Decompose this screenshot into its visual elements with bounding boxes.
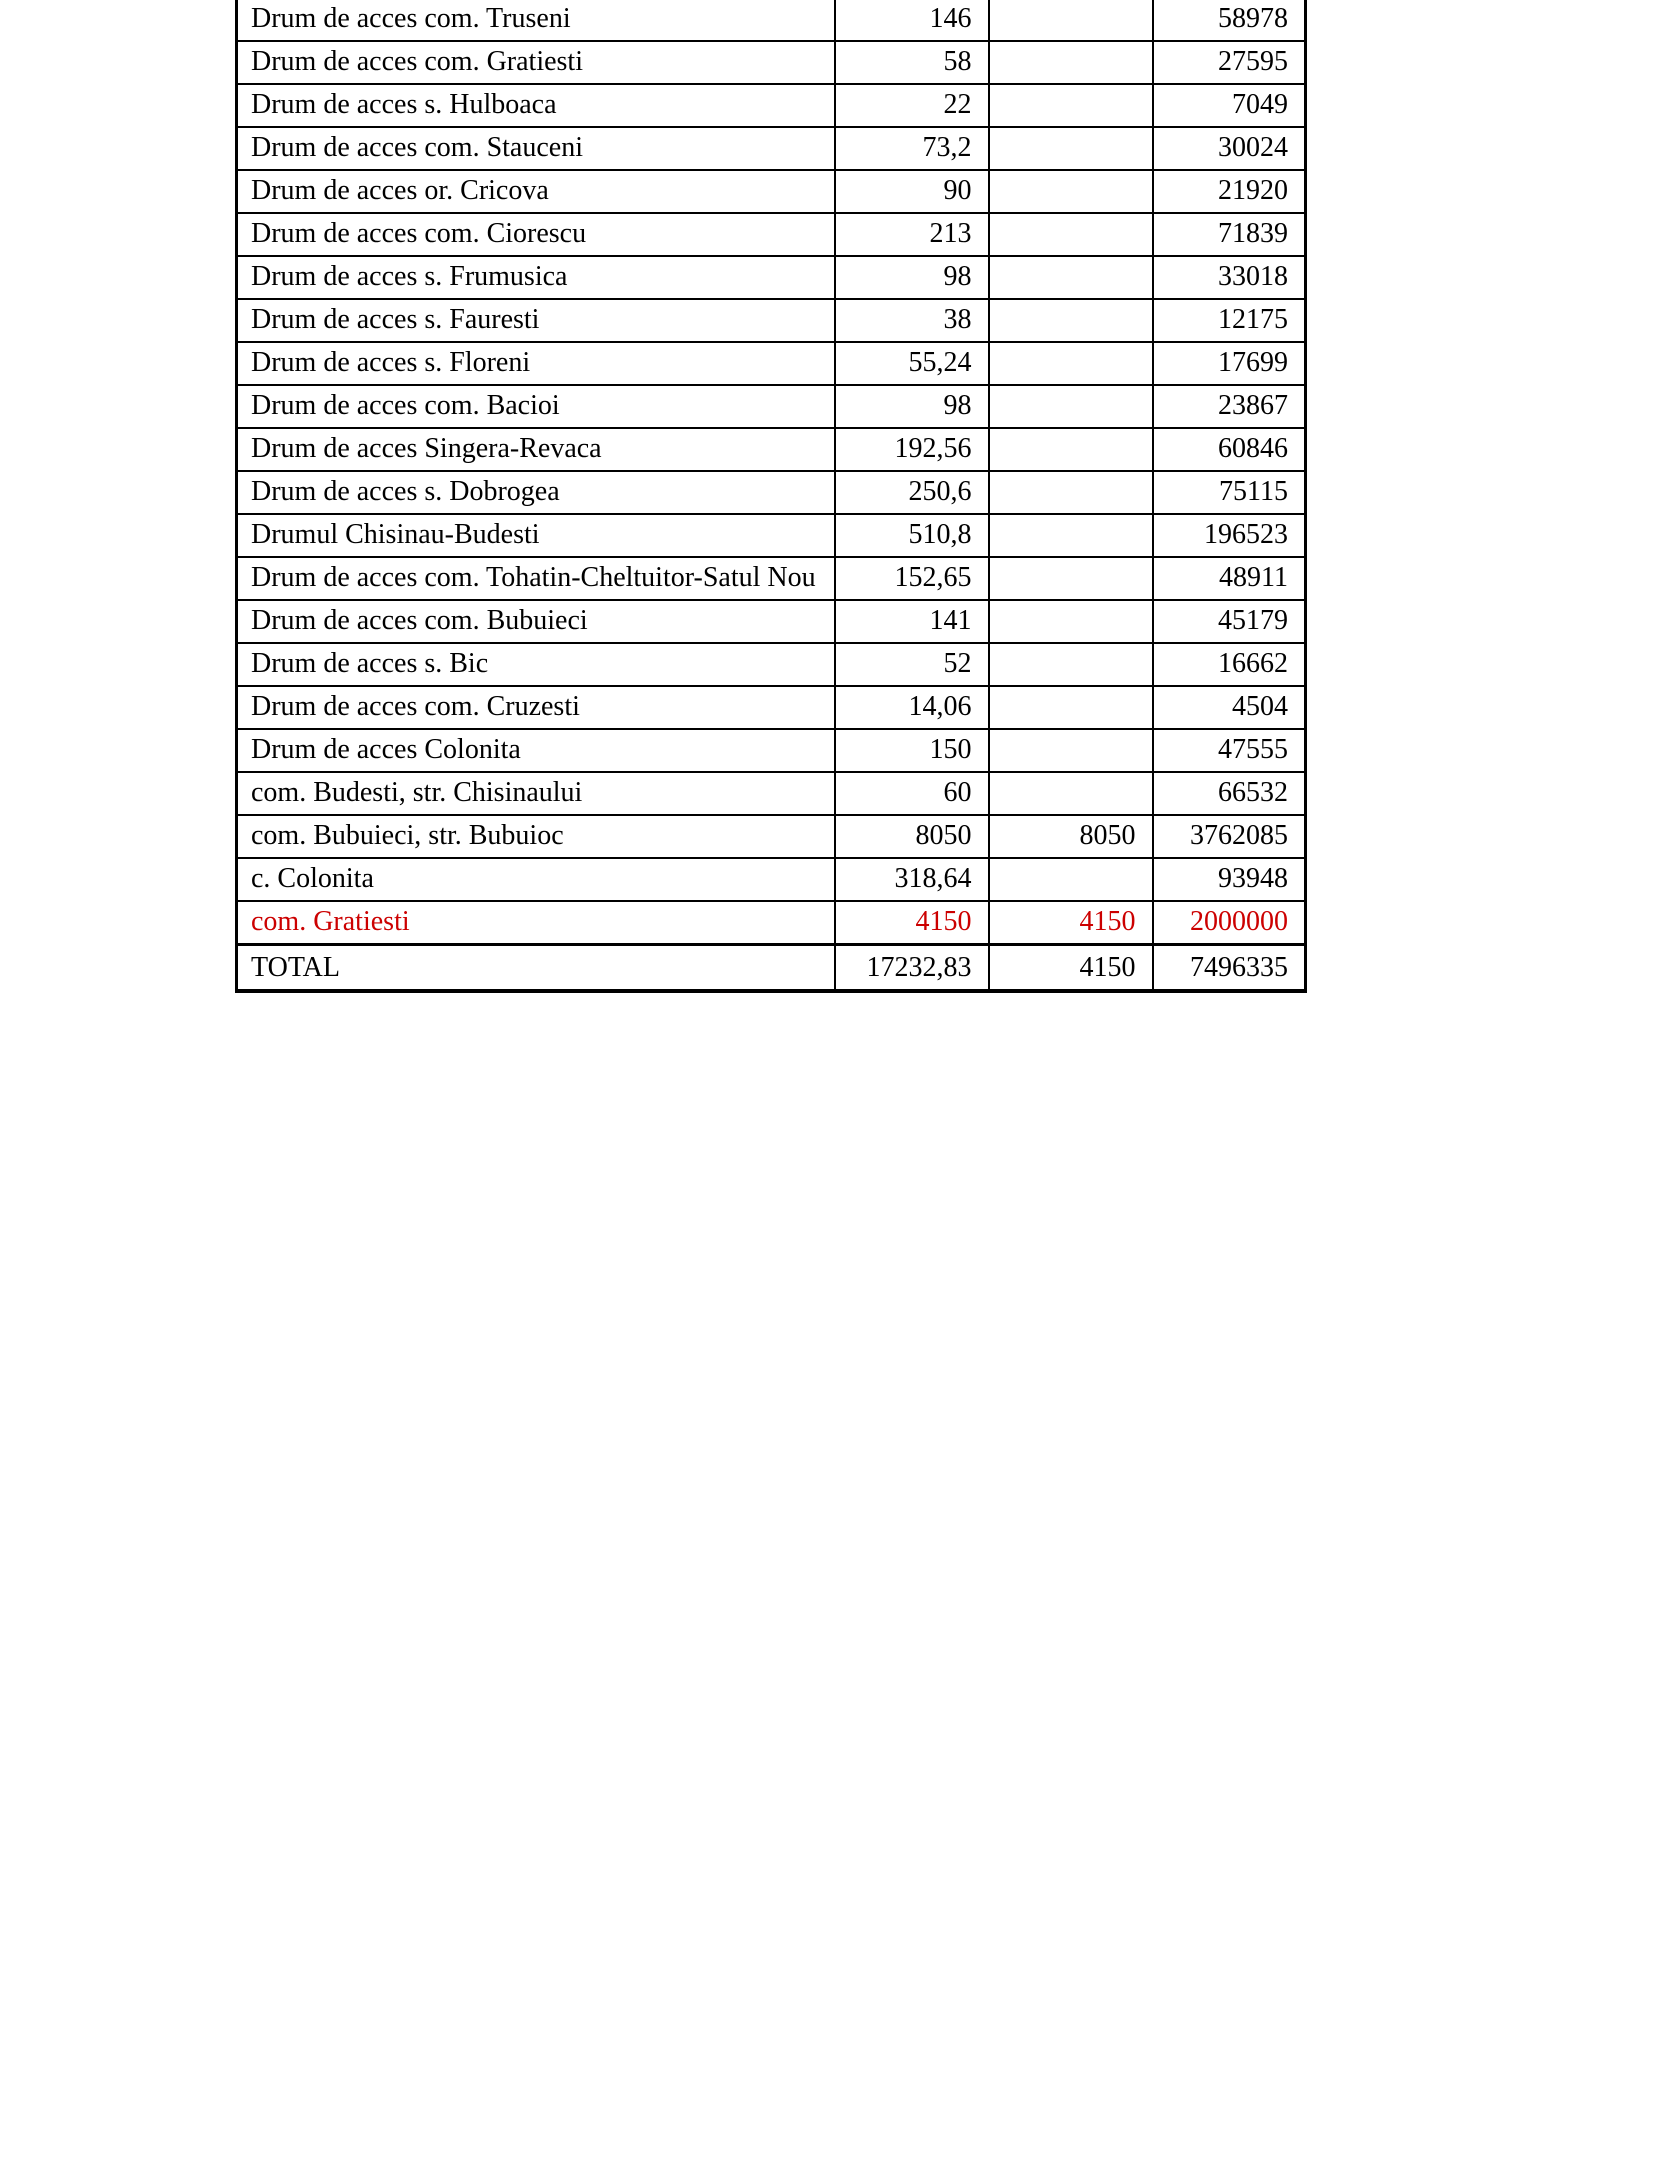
total-row — [237, 944, 1306, 991]
amount-value-cell: 21920 — [1153, 170, 1306, 213]
length-value-cell: 52 — [835, 643, 989, 686]
table-row — [237, 514, 1306, 557]
amount-value-cell: 17699 — [1153, 342, 1306, 385]
length-value-cell: 38 — [835, 299, 989, 342]
length-value-cell: 60 — [835, 772, 989, 815]
length-value-cell: 213 — [835, 213, 989, 256]
table-row — [237, 170, 1306, 213]
road-name-cell: Drum de acces s. Dobrogea — [237, 471, 835, 514]
amount-value-cell: 12175 — [1153, 299, 1306, 342]
secondary-value-cell: 4150 — [989, 901, 1153, 944]
secondary-value-cell: 4150 — [989, 944, 1153, 991]
length-value-cell: 98 — [835, 256, 989, 299]
secondary-value-cell — [989, 299, 1153, 342]
amount-value-cell: 45179 — [1153, 600, 1306, 643]
length-value-cell: 55,24 — [835, 342, 989, 385]
length-value-cell: 318,64 — [835, 858, 989, 901]
table-row — [237, 643, 1306, 686]
road-name-cell: com. Bubuieci, str. Bubuioc — [237, 815, 835, 858]
table-row — [237, 471, 1306, 514]
length-value-cell: 17232,83 — [835, 944, 989, 991]
road-name-cell: com. Budesti, str. Chisinaului — [237, 772, 835, 815]
road-name-cell: Drum de acces com. Gratiesti — [237, 41, 835, 84]
amount-value-cell: 196523 — [1153, 514, 1306, 557]
secondary-value-cell — [989, 342, 1153, 385]
road-name-cell: Drum de acces Colonita — [237, 729, 835, 772]
secondary-value-cell — [989, 557, 1153, 600]
secondary-value-cell — [989, 127, 1153, 170]
length-value-cell: 4150 — [835, 901, 989, 944]
length-value-cell: 58 — [835, 41, 989, 84]
secondary-value-cell — [989, 256, 1153, 299]
length-value-cell: 73,2 — [835, 127, 989, 170]
secondary-value-cell — [989, 858, 1153, 901]
secondary-value-cell — [989, 643, 1153, 686]
secondary-value-cell: 8050 — [989, 815, 1153, 858]
road-name-cell: com. Gratiesti — [237, 901, 835, 944]
road-name-cell: Drumul Chisinau-Budesti — [237, 514, 835, 557]
amount-value-cell: 66532 — [1153, 772, 1306, 815]
secondary-value-cell — [989, 772, 1153, 815]
table-row — [237, 127, 1306, 170]
length-value-cell: 250,6 — [835, 471, 989, 514]
road-name-cell: Drum de acces com. Tohatin-Cheltuitor-Satul Nou — [237, 557, 835, 600]
road-name-cell: Drum de acces com. Ciorescu — [237, 213, 835, 256]
amount-value-cell: 48911 — [1153, 557, 1306, 600]
length-value-cell: 90 — [835, 170, 989, 213]
length-value-cell: 8050 — [835, 815, 989, 858]
road-name-cell: Drum de acces com. Truseni — [237, 0, 835, 41]
table-row — [237, 858, 1306, 901]
amount-value-cell: 75115 — [1153, 471, 1306, 514]
road-name-cell: Drum de acces s. Bic — [237, 643, 835, 686]
table-row — [237, 0, 1306, 41]
secondary-value-cell — [989, 84, 1153, 127]
table-body — [237, 0, 1306, 991]
amount-value-cell: 93948 — [1153, 858, 1306, 901]
amount-value-cell: 33018 — [1153, 256, 1306, 299]
road-name-cell: Drum de acces com. Bacioi — [237, 385, 835, 428]
table-row — [237, 729, 1306, 772]
highlighted-row — [237, 901, 1306, 944]
road-name-cell: Drum de acces com. Cruzesti — [237, 686, 835, 729]
length-value-cell: 150 — [835, 729, 989, 772]
secondary-value-cell — [989, 213, 1153, 256]
amount-value-cell: 16662 — [1153, 643, 1306, 686]
secondary-value-cell — [989, 428, 1153, 471]
table-row — [237, 213, 1306, 256]
length-value-cell: 98 — [835, 385, 989, 428]
length-value-cell: 146 — [835, 0, 989, 41]
length-value-cell: 22 — [835, 84, 989, 127]
table-row — [237, 686, 1306, 729]
amount-value-cell: 58978 — [1153, 0, 1306, 41]
secondary-value-cell — [989, 600, 1153, 643]
table-row — [237, 342, 1306, 385]
table-row — [237, 815, 1306, 858]
amount-value-cell: 60846 — [1153, 428, 1306, 471]
road-name-cell: Drum de acces com. Bubuieci — [237, 600, 835, 643]
road-name-cell: Drum de acces s. Hulboaca — [237, 84, 835, 127]
table-row — [237, 557, 1306, 600]
roads-funding-table — [235, 0, 1307, 993]
secondary-value-cell — [989, 41, 1153, 84]
table-row — [237, 600, 1306, 643]
amount-value-cell: 7049 — [1153, 84, 1306, 127]
table-row — [237, 385, 1306, 428]
road-name-cell: Drum de acces com. Stauceni — [237, 127, 835, 170]
road-name-cell: Drum de acces Singera-Revaca — [237, 428, 835, 471]
length-value-cell: 192,56 — [835, 428, 989, 471]
road-name-cell: Drum de acces s. Fauresti — [237, 299, 835, 342]
secondary-value-cell — [989, 0, 1153, 41]
road-name-cell: c. Colonita — [237, 858, 835, 901]
road-name-cell: Drum de acces or. Cricova — [237, 170, 835, 213]
secondary-value-cell — [989, 385, 1153, 428]
table-row — [237, 772, 1306, 815]
secondary-value-cell — [989, 514, 1153, 557]
length-value-cell: 510,8 — [835, 514, 989, 557]
table-row — [237, 84, 1306, 127]
length-value-cell: 141 — [835, 600, 989, 643]
table-row — [237, 299, 1306, 342]
road-name-cell: TOTAL — [237, 944, 835, 991]
road-name-cell: Drum de acces s. Floreni — [237, 342, 835, 385]
amount-value-cell: 27595 — [1153, 41, 1306, 84]
length-value-cell: 14,06 — [835, 686, 989, 729]
amount-value-cell: 23867 — [1153, 385, 1306, 428]
amount-value-cell: 47555 — [1153, 729, 1306, 772]
secondary-value-cell — [989, 471, 1153, 514]
amount-value-cell: 2000000 — [1153, 901, 1306, 944]
table-row — [237, 41, 1306, 84]
table-row — [237, 428, 1306, 471]
amount-value-cell: 3762085 — [1153, 815, 1306, 858]
length-value-cell: 152,65 — [835, 557, 989, 600]
table-row — [237, 256, 1306, 299]
amount-value-cell: 30024 — [1153, 127, 1306, 170]
road-name-cell: Drum de acces s. Frumusica — [237, 256, 835, 299]
secondary-value-cell — [989, 729, 1153, 772]
secondary-value-cell — [989, 170, 1153, 213]
amount-value-cell: 4504 — [1153, 686, 1306, 729]
secondary-value-cell — [989, 686, 1153, 729]
amount-value-cell: 71839 — [1153, 213, 1306, 256]
amount-value-cell: 7496335 — [1153, 944, 1306, 991]
